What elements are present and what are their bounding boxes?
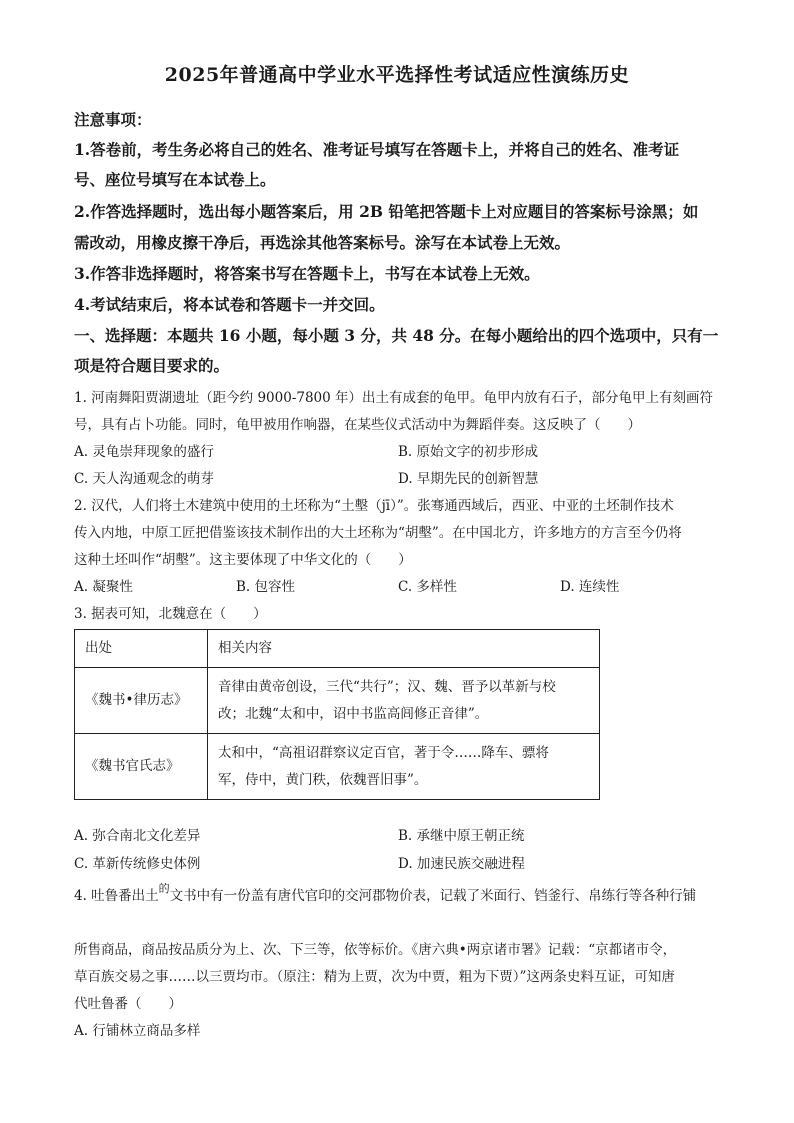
q3-option-d: D. 加速民族交融进程 — [398, 856, 525, 872]
q4-stem-part-1: 4. 吐鲁番出土 — [74, 888, 159, 904]
table-cell-content — [208, 668, 600, 734]
q1-option-a: A. 灵龟崇拜现象的盛行 — [74, 444, 214, 460]
table-cell-content-line: 太和中，“高祖诏群察议定百官，著于令……降车、骠将 — [218, 744, 549, 761]
table-row — [75, 668, 600, 734]
q2-stem-cont-2: 这种土坯叫作“胡墼”。这主要体现了中华文化的（ ） — [74, 552, 412, 568]
page-title: 2025年普通高中学业水平选择性考试适应性演练历史 — [164, 64, 630, 86]
q2-option-c: C. 多样性 — [398, 579, 457, 595]
notice-item-3: 3.作答非选择题时，将答案书写在答题卡上，书写在本试卷上无效。 — [74, 264, 540, 283]
table-cell-content — [208, 734, 600, 800]
q4-stem-raised-char: 的 — [158, 882, 170, 895]
q4-stem — [74, 884, 696, 904]
notice-item-1-cont: 号、座位号填写在本试卷上。 — [74, 170, 276, 189]
q1-option-d: D. 早期先民的创新智慧 — [398, 471, 539, 487]
q4-stem-cont-1: 所售商品，商品按品质分为上、次、下三等，依等标价。《唐六典•两京诸市署》记载：“京都诸市令， — [74, 942, 677, 958]
q1-stem-cont: 号，具有占卜功能。同时，龟甲被用作响器，在某些仪式活动中为舞蹈伴奏。这反映了（ ） — [74, 417, 641, 433]
section-heading: 一、选择题：本题共 16 小题，每小题 3 分，共 48 分。在每小题给出的四个选项中，只有一 — [74, 326, 719, 345]
notice-item-2: 2.作答选择题时，选出每小题答案后，用 2B 铅笔把答题卡上对应题目的答案标号涂黑；如 — [74, 202, 699, 221]
q2-option-d: D. 连续性 — [560, 579, 620, 595]
q1-option-b: B. 原始文字的初步形成 — [398, 444, 539, 460]
table-cell-content-line: 军，侍中，黄门秩，依魏晋旧事”。 — [218, 771, 428, 788]
q1-stem: 1. 河南舞阳贾湖遗址（距今约 9000-7800 年）出土有成套的龟甲。龟甲内放有石子，部分龟甲上有刻画符 — [74, 390, 714, 406]
q4-stem-cont-3: 代吐鲁番（ ） — [74, 996, 182, 1012]
table-cell-source: 《魏书官氏志》 — [75, 734, 208, 800]
q2-stem-cont-1: 传入内地，中原工匠把借鉴该技术制作出的大土坯称为“胡墼”。在中国北方，许多地方的方言至今仍将 — [74, 525, 682, 541]
table-cell-content-line: 音律由黄帝创设，三代“共行”；汉、魏、晋予以革新与校 — [218, 678, 556, 695]
q2-option-a: A. 凝聚性 — [74, 579, 133, 595]
section-heading-cont: 项是符合题目要求的。 — [74, 356, 230, 375]
q2-stem: 2. 汉代，人们将土木建筑中使用的土坯称为“土墼（jī）”。张骞通西域后，西亚、中亚的土坯制作技术 — [74, 498, 674, 514]
q4-stem-part-2: 文书中有一份盖有唐代官印的交河郡物价表，记载了米面行、铛釜行、帛练行等各种行铺 — [169, 888, 697, 904]
q3-stem: 3. 据表可知，北魏意在（ ） — [74, 606, 267, 622]
notice-item-2-cont: 需改动，用橡皮擦干净后，再选涂其他答案标号。涂写在本试卷上无效。 — [74, 233, 571, 252]
table-cell-source: 《魏书•律历志》 — [75, 668, 208, 734]
q4-option-a: A. 行铺林立商品多样 — [74, 1023, 201, 1039]
table-cell-content-line: 改；北魏“太和中，诏中书监高闾修正音律”。 — [218, 705, 489, 722]
q3-table — [74, 629, 600, 800]
notice-heading: 注意事项： — [74, 110, 152, 129]
notice-item-4: 4.考试结束后，将本试卷和答题卡一并交回。 — [74, 295, 385, 314]
q2-option-b: B. 包容性 — [236, 579, 296, 595]
q4-stem-cont-2: 草百族交易之事……以三贾均市。（原注：精为上贾，次为中贾，粗为下贾）”这两条史料互证，可知唐 — [74, 969, 675, 985]
q3-option-b: B. 承继中原王朝正统 — [398, 828, 525, 844]
table-row — [75, 734, 600, 800]
table-header-source: 出处 — [75, 630, 208, 668]
table-header-content: 相关内容 — [208, 630, 600, 668]
q1-option-c: C. 天人沟通观念的萌芽 — [74, 471, 214, 487]
table-header-row — [75, 630, 600, 668]
q3-option-a: A. 弥合南北文化差异 — [74, 828, 201, 844]
notice-item-1: 1.答卷前，考生务必将自己的姓名、准考证号填写在答题卡上，并将自己的姓名、准考证 — [74, 140, 680, 159]
q3-option-c: C. 革新传统修史体例 — [74, 856, 201, 872]
